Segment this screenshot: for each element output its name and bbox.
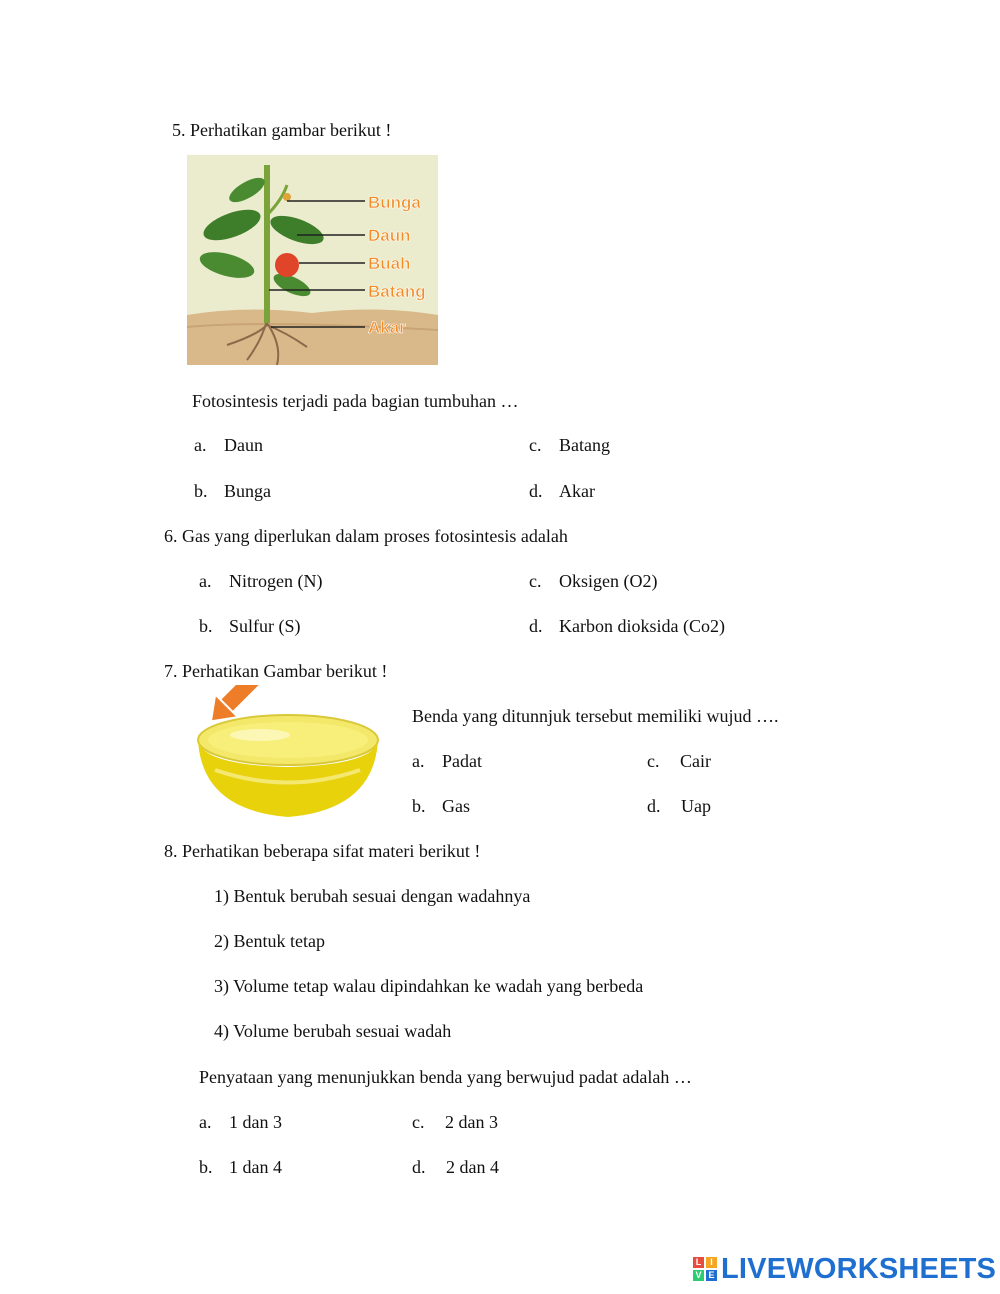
- q6-option-a[interactable]: a. Nitrogen (N): [199, 571, 323, 591]
- q5-option-d[interactable]: d. Akar: [529, 481, 595, 501]
- q5-prompt: Fotosintesis terjadi pada bagian tumbuhan …: [192, 391, 519, 411]
- q5-option-b[interactable]: b. Bunga: [194, 481, 271, 501]
- q8-statement-4: 4) Volume berubah sesuai wadah: [214, 1021, 452, 1041]
- q6-option-b[interactable]: b. Sulfur (S): [199, 616, 301, 636]
- liveworksheets-logo[interactable]: [693, 1252, 996, 1286]
- q6-question: 6. Gas yang diperlukan dalam proses fotosintesis adalah: [164, 526, 568, 546]
- q8-statement-2: 2) Bentuk tetap: [214, 931, 325, 951]
- plant-label-buah: Buah: [368, 254, 411, 273]
- oil-bowl-image: [190, 685, 390, 825]
- q8-statement-3: 3) Volume tetap walau dipindahkan ke wadah yang berbeda: [214, 976, 644, 996]
- q5-question: 5. Perhatikan gambar berikut !: [172, 120, 392, 140]
- q6-option-c[interactable]: c. Oksigen (O2): [529, 571, 658, 591]
- plant-label-akar: Akar: [368, 318, 406, 337]
- q8-option-d[interactable]: d. 2 dan 4: [412, 1157, 499, 1177]
- q7-option-a[interactable]: a. Padat: [412, 751, 482, 771]
- q8-option-b[interactable]: b. 1 dan 4: [199, 1157, 282, 1177]
- q8-option-c[interactable]: c. 2 dan 3: [412, 1112, 498, 1132]
- q8-question: 8. Perhatikan beberapa sifat materi berikut !: [164, 841, 481, 861]
- plant-label-daun: Daun: [368, 226, 411, 245]
- logo-grid-icon: L I V E: [693, 1257, 717, 1281]
- q8-option-a[interactable]: a. 1 dan 3: [199, 1112, 282, 1132]
- q5-option-c[interactable]: c. Batang: [529, 435, 610, 455]
- q7-option-b[interactable]: b. Gas: [412, 796, 470, 816]
- q8-statement-1: 1) Bentuk berubah sesuai dengan wadahnya: [214, 886, 531, 906]
- q7-question: 7. Perhatikan Gambar berikut !: [164, 661, 388, 681]
- q7-option-d[interactable]: d. Uap: [647, 796, 711, 816]
- q6-option-d[interactable]: d. Karbon dioksida (Co2): [529, 616, 725, 636]
- plant-label-bunga: Bunga: [368, 193, 421, 212]
- q7-option-c[interactable]: c. Cair: [647, 751, 711, 771]
- q8-prompt: Penyataan yang menunjukkan benda yang berwujud padat adalah …: [199, 1067, 692, 1087]
- logo-text: LIVEWORKSHEETS: [721, 1252, 997, 1285]
- q7-prompt: Benda yang ditunnjuk tersebut memiliki wujud ….: [412, 706, 779, 726]
- q5-option-a[interactable]: a. Daun: [194, 435, 263, 455]
- plant-illustration: [187, 155, 438, 365]
- plant-label-batang: Batang: [368, 282, 426, 301]
- plant-diagram: [187, 155, 438, 365]
